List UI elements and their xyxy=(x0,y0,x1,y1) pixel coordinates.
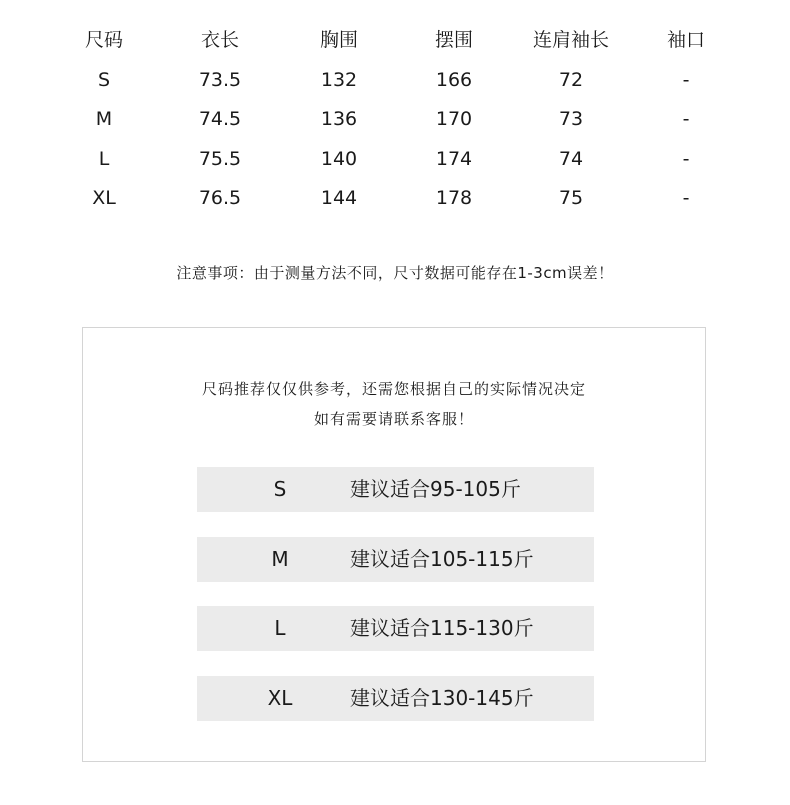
table-row xyxy=(0,183,790,213)
cell-size: S xyxy=(97,69,111,91)
cell-chest: 144 xyxy=(320,187,358,209)
cell-hem: 170 xyxy=(435,108,473,130)
cell-sleeve: 72 xyxy=(558,69,584,91)
table-row xyxy=(0,104,790,134)
cell-hem: 166 xyxy=(435,69,473,91)
cell-sleeve: 75 xyxy=(558,187,584,209)
recommendation-item xyxy=(197,467,594,512)
recommendation-size: L xyxy=(274,616,286,640)
recommendation-size: M xyxy=(271,547,289,571)
cell-length: 76.5 xyxy=(198,187,242,209)
cell-cuff: - xyxy=(682,187,690,209)
recommendation-item xyxy=(197,676,594,721)
cell-chest: 140 xyxy=(320,148,358,170)
cell-sleeve: 74 xyxy=(558,148,584,170)
recommendation-intro: 尺码推荐仅仅供参考，还需您根据自己的实际情况决定 xyxy=(201,380,586,398)
header-size: 尺码 xyxy=(84,29,123,51)
table-row xyxy=(0,144,790,174)
measurement-note: 注意事项：由于测量方法不同，尺寸数据可能存在1-3cm误差！ xyxy=(176,264,614,282)
cell-length: 74.5 xyxy=(198,108,242,130)
cell-hem: 178 xyxy=(435,187,473,209)
recommendation-size: S xyxy=(273,477,287,501)
cell-size: L xyxy=(98,148,110,170)
cell-cuff: - xyxy=(682,108,690,130)
header-hem: 摆围 xyxy=(434,29,473,51)
recommendation-size: XL xyxy=(267,686,293,710)
header-sleeve: 连肩袖长 xyxy=(532,29,609,51)
header-chest: 胸围 xyxy=(319,29,358,51)
cell-length: 75.5 xyxy=(198,148,242,170)
recommendation-weight: 建议适合105-115斤 xyxy=(350,547,534,571)
contact-service-note: 如有需要请联系客服！ xyxy=(313,410,474,428)
cell-cuff: - xyxy=(682,148,690,170)
cell-size: M xyxy=(95,108,113,130)
recommendation-weight: 建议适合130-145斤 xyxy=(350,686,534,710)
header-length: 衣长 xyxy=(200,29,239,51)
recommendation-weight: 建议适合95-105斤 xyxy=(350,477,521,501)
cell-hem: 174 xyxy=(435,148,473,170)
cell-sleeve: 73 xyxy=(558,108,584,130)
cell-cuff: - xyxy=(682,69,690,91)
table-row xyxy=(0,65,790,95)
cell-chest: 132 xyxy=(320,69,358,91)
size-recommendation-box xyxy=(82,327,706,762)
cell-length: 73.5 xyxy=(198,69,242,91)
table-header-row xyxy=(0,25,790,55)
recommendation-weight: 建议适合115-130斤 xyxy=(350,616,534,640)
header-cuff: 袖口 xyxy=(666,29,705,51)
cell-chest: 136 xyxy=(320,108,358,130)
recommendation-item xyxy=(197,537,594,582)
cell-size: XL xyxy=(92,187,116,209)
recommendation-item xyxy=(197,606,594,651)
